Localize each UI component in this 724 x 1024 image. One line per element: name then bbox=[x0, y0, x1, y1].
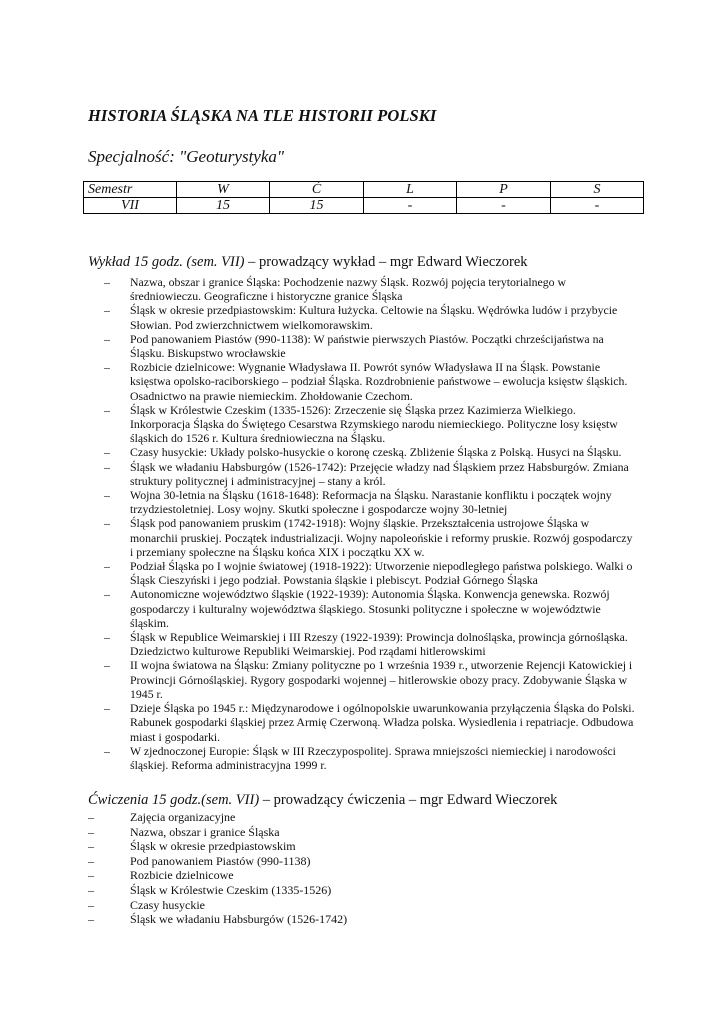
list-item-text: Śląsk w okresie przedpiastowskim: Kultura łużycka. Celtowie na Śląsku. Wędrówka ludów i przybycie Słowian. Pod zwierzchnictwem wielkomorawskim. bbox=[130, 303, 618, 332]
list-item-text: Śląsk w Republice Weimarskiej i III Rzeszy (1922-1939): Prowincja dolnośląska, prowincja górnośląska. Dziedzictwo kulturowe Republiki Weimarskiej. Pod rządami hitlerowskimi bbox=[130, 630, 628, 659]
dash-bullet: – bbox=[104, 360, 110, 375]
list-item-text: Autonomiczne województwo śląskie (1922-1939): Autonomia Śląska. Konwencja genewska. Rozwój gospodarczy i kulturalny województwa śląskiego. Stosunki polityczne i społeczne w województwie śląskim. bbox=[130, 587, 610, 630]
list-item-text: Śląsk pod panowaniem pruskim (1742-1918): Wojny śląskie. Przekształcenia ustrojowe Śląska w monarchii pruskiej. Początek industrializacji. Wojny napoleońskie i reformy pruskie. Rozwój gospodarczy i przemiany społeczne na Śląsku końca XIX i początku XX w. bbox=[130, 516, 633, 559]
list-item bbox=[0, 275, 635, 303]
table-header-row bbox=[84, 182, 644, 198]
value-cell-w: 15 bbox=[177, 198, 270, 214]
dash-bullet: – bbox=[88, 824, 94, 839]
header-cell-c: Ć bbox=[270, 182, 364, 198]
list-item bbox=[0, 587, 635, 630]
dash-bullet: – bbox=[104, 331, 110, 346]
list-item-text: Pod panowaniem Piastów (990-1138): W państwie pierwszych Piastów. Początki chrześcijaństwa na Śląsku. Biskupstwo wrocławskie bbox=[130, 331, 604, 361]
list-item bbox=[0, 839, 635, 854]
value-cell-semestr: VII bbox=[84, 198, 177, 214]
list-item-text: Czasy husyckie bbox=[130, 897, 205, 912]
value-cell-s: - bbox=[551, 198, 644, 214]
list-item-text: Czasy husyckie: Układy polsko-husyckie o koronę czeską. Zbliżenie Śląska z Polską. Husyci na Śląsku. bbox=[130, 445, 622, 460]
dash-bullet: – bbox=[88, 897, 94, 912]
exercises-topic-list bbox=[0, 810, 635, 927]
list-item bbox=[0, 701, 635, 744]
list-item bbox=[0, 883, 635, 898]
dash-bullet: – bbox=[88, 810, 94, 824]
list-item-text: Śląsk we władaniu Habsburgów (1526-1742) bbox=[130, 912, 348, 927]
dash-bullet: – bbox=[104, 275, 110, 289]
list-item-text: Rozbicie dzielnicowe: Wygnanie Władysława II. Powrót synów Władysława II na Śląsk. Powstanie księstwa opolsko-raciborskiego – podział Śląska. Rozdrobnienie państwowe – ewolucja księstw śląskich. Osadnictwo na prawie niemieckim. Zhołdowanie Czechom. bbox=[130, 360, 628, 403]
list-item bbox=[0, 898, 635, 913]
list-item bbox=[0, 403, 635, 446]
list-item-text: Nazwa, obszar i granice Śląska bbox=[130, 824, 280, 839]
dash-bullet: – bbox=[104, 743, 110, 758]
dash-bullet: – bbox=[88, 853, 94, 868]
dash-bullet: – bbox=[104, 516, 110, 531]
dash-bullet: – bbox=[104, 701, 110, 716]
exercises-heading-italic: Ćwiczenia 15 godz.(sem. VII) bbox=[88, 792, 260, 808]
value-cell-p: - bbox=[457, 198, 551, 214]
list-item bbox=[0, 360, 635, 403]
list-item-text: Wojna 30-letnia na Śląsku (1618-1648): Reformacja na Śląsku. Narastanie konfliktu i początek wojny trzydziestoletniej. Losy wojny. Skutki społeczne i gospodarcze wojny 30-letniej bbox=[130, 488, 612, 517]
dash-bullet: – bbox=[104, 658, 110, 673]
dash-bullet: – bbox=[104, 303, 110, 318]
value-cell-l: - bbox=[364, 198, 457, 214]
list-item bbox=[0, 630, 635, 658]
list-item-text: Dzieje Śląska po 1945 r.: Międzynarodowe i ogólnopolskie uwarunkowania przyłączenia Śląska do Polski. Rabunek gospodarki śląskiej przez Armię Czerwoną. Władza polska. Wysiedlenia i repatriacje. Odbudowa miast i gospodarki. bbox=[130, 701, 635, 744]
list-item bbox=[0, 854, 635, 869]
list-item-text: II wojna światowa na Śląsku: Zmiany polityczne po 1 września 1939 r., utworzenie Rejencji Katowickiej i Prowincji Górnośląskiej. Rygory gospodarki wojennej – hitlerowskie obozy pracy. Zdobywanie Śląska w 1945 r. bbox=[130, 658, 633, 701]
dash-bullet: – bbox=[88, 912, 94, 927]
list-item-text: Śląsk w Królestwie Czeskim (1335-1526) bbox=[130, 882, 332, 897]
value-cell-c: 15 bbox=[270, 198, 364, 214]
list-item bbox=[0, 744, 635, 772]
header-cell-semestr: Semestr bbox=[84, 182, 177, 198]
list-item bbox=[0, 516, 635, 559]
list-item-text: Zajęcia organizacyjne bbox=[130, 810, 236, 824]
dash-bullet: – bbox=[104, 587, 110, 602]
lecture-heading-italic: Wykład 15 godz. (sem. VII) bbox=[88, 254, 245, 270]
table-values-row bbox=[84, 198, 644, 214]
list-item-text: W zjednoczonej Europie: Śląsk w III Rzeczypospolitej. Sprawa mniejszości niemieckiej i narodowości śląskiej. Reforma administracyjna 1999 r. bbox=[130, 743, 616, 772]
list-item-text: Podział Śląska po I wojnie światowej (1918-1922): Utworzenie niepodległego państwa polskiego. Walki o Śląsk Cieszyński i jego podział. Powstania śląskie i plebiscyt. Podział Górnego Śląska bbox=[130, 559, 633, 588]
header-cell-w: W bbox=[177, 182, 270, 198]
dash-bullet: – bbox=[104, 445, 110, 460]
list-item bbox=[0, 488, 635, 516]
list-item bbox=[0, 460, 635, 488]
list-item bbox=[0, 559, 635, 587]
dash-bullet: – bbox=[88, 839, 94, 854]
dash-bullet: – bbox=[104, 559, 110, 574]
exercises-heading-rest: – prowadzący ćwiczenia – mgr Edward Wieczorek bbox=[259, 792, 558, 808]
list-item bbox=[0, 912, 635, 927]
list-item-text: Śląsk we władaniu Habsburgów (1526-1742): Przejęcie władzy nad Śląskiem przez Habsburgów. Zmiana struktury politycznej i administracyjnej – stany a król. bbox=[130, 459, 629, 488]
list-item bbox=[0, 825, 635, 840]
list-item bbox=[0, 658, 635, 701]
list-item-text: Śląsk w okresie przedpiastowskim bbox=[130, 839, 296, 854]
dash-bullet: – bbox=[88, 868, 94, 883]
dash-bullet: – bbox=[104, 459, 110, 474]
list-item bbox=[0, 868, 635, 883]
header-cell-p: P bbox=[457, 182, 551, 198]
lecture-heading bbox=[88, 254, 528, 271]
list-item bbox=[0, 303, 635, 331]
dash-bullet: – bbox=[104, 488, 110, 503]
list-item-text: Pod panowaniem Piastów (990-1138) bbox=[130, 853, 311, 868]
list-item bbox=[0, 332, 635, 360]
document-title: HISTORIA ŚLĄSKA NA TLE HISTORII POLSKI bbox=[88, 106, 437, 125]
dash-bullet: – bbox=[104, 402, 110, 417]
list-item bbox=[0, 810, 635, 825]
lecture-topic-list bbox=[0, 275, 635, 772]
list-item-text: Nazwa, obszar i granice Śląska: Pochodzenie nazwy Śląsk. Rozwój pojęcia terytorialnego w średniowieczu. Geograficzne i historyczne granice Śląska bbox=[130, 275, 567, 304]
exercises-heading bbox=[88, 792, 557, 809]
semester-table bbox=[83, 181, 644, 214]
header-cell-l: L bbox=[364, 182, 457, 198]
dash-bullet: – bbox=[104, 630, 110, 645]
list-item-text: Śląsk w Królestwie Czeskim (1335-1526): Zrzeczenie się Śląska przez Kazimierza Wielkiego. Inkorporacja Śląska do Świętego Cesarstwa Rzymskiego narodu niemieckiego. Polityczne losy księstw śląskich do 1526 r. Kultura średniowieczna na Śląsku. bbox=[130, 402, 618, 446]
dash-bullet: – bbox=[88, 882, 94, 897]
list-item bbox=[0, 445, 635, 459]
list-item-text: Rozbicie dzielnicowe bbox=[130, 868, 234, 883]
lecture-heading-rest: – prowadzący wykład – mgr Edward Wieczorek bbox=[244, 254, 528, 270]
header-cell-s: S bbox=[551, 182, 644, 198]
specialization-line: Specjalność: "Geoturystyka" bbox=[88, 147, 285, 166]
